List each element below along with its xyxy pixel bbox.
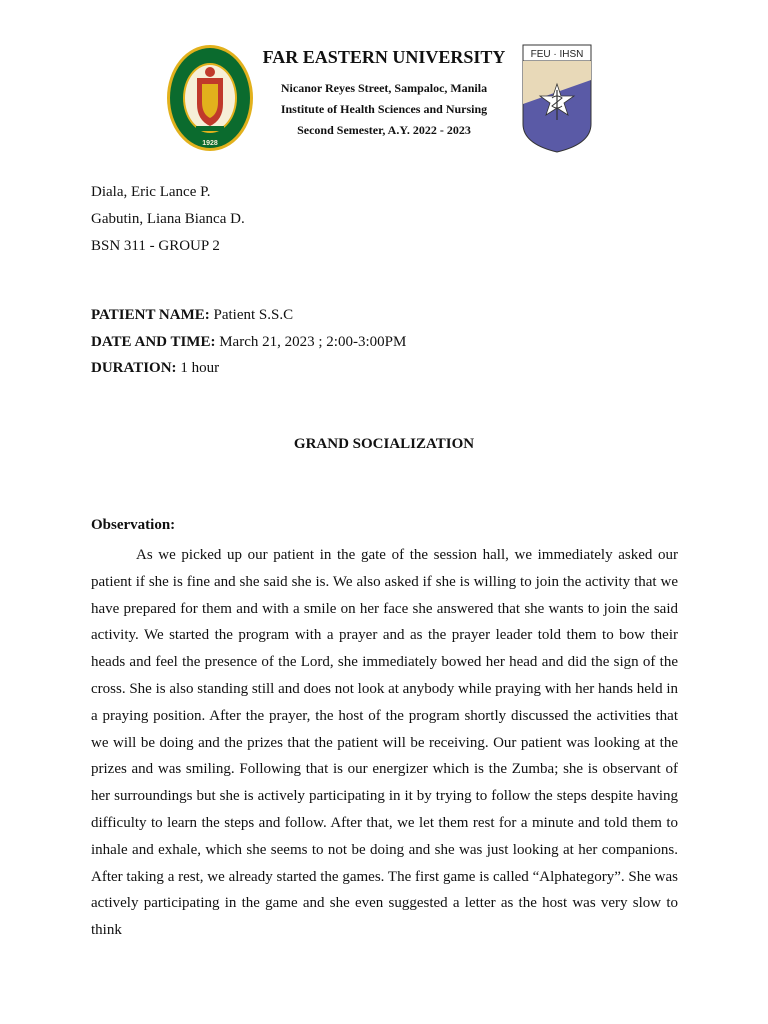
- duration-value: 1 hour: [180, 360, 220, 376]
- feu-seal-icon: [166, 44, 254, 152]
- document-title: GRAND SOCIALIZATION: [293, 436, 475, 452]
- feu-ihsn-crest-icon: [522, 44, 592, 154]
- student-name-1: Diala, Eric Lance P.: [91, 184, 211, 200]
- date-time-label: DATE AND TIME:: [91, 333, 216, 350]
- institute-name: Institute of Health Sciences and Nursing: [280, 102, 488, 116]
- patient-info: [91, 302, 406, 382]
- patient-name-value: Patient S.S.C: [213, 307, 294, 323]
- patient-name-label: PATIENT NAME:: [91, 307, 210, 323]
- crest-label: FEU · IHSN: [530, 49, 584, 60]
- semester-line: Second Semester, A.Y. 2022 - 2023: [297, 123, 471, 137]
- observation-heading: Observation:: [91, 517, 176, 533]
- observation-paragraph: As we picked up our patient in the gate of the session hall, we immediately asked our patient if she is fine and she said she is. We also asked if she is willing to join the activity that we have prepared for them and with a smile on her face she answered that she wants to join the said activity. We started the program with a prayer and as the prayer leader told them to bow their heads and feel the presence of the Lord, she immediately bowed her head and did the sign of the cross. She is also standing still and does not look at anybody while praying with her hands held in a praying position. After the prayer, the host of the program shortly discussed the activities that we will be doing and the prizes that the patient will be receiving. Our patient was looking at the prizes and was smiling. Following that is our energizer which is the Zumba; she is observant of her surroundings but she is actively participating in it by trying to follow the steps despite having difficulty to learn the steps and follow. After that, we let them rest for a minute and told them to inhale and exhale, which she seems to not be doing and she was just looking at her companions. After taking a rest, we already started the games. The first game is called “Alphategory”. She was actively participating in the game and she even suggested a letter as the host was very slow to think: [91, 547, 679, 939]
- student-name-2: Gabutin, Liana Bianca D.: [91, 211, 245, 227]
- date-time-row: [91, 329, 406, 356]
- university-address: Nicanor Reyes Street, Sampaloc, Manila: [280, 81, 488, 95]
- duration-label: DURATION:: [91, 360, 177, 376]
- seal-year: 1928: [202, 140, 218, 147]
- duration-row: [91, 355, 406, 382]
- student-group: BSN 311 - GROUP 2: [91, 238, 220, 254]
- university-name: FAR EASTERN UNIVERSITY: [262, 47, 506, 67]
- patient-name-row: [91, 302, 406, 329]
- letterhead: [262, 44, 506, 141]
- student-names: [91, 179, 245, 260]
- date-time-value: March 21, 2023 ; 2:00-3:00PM: [219, 333, 407, 350]
